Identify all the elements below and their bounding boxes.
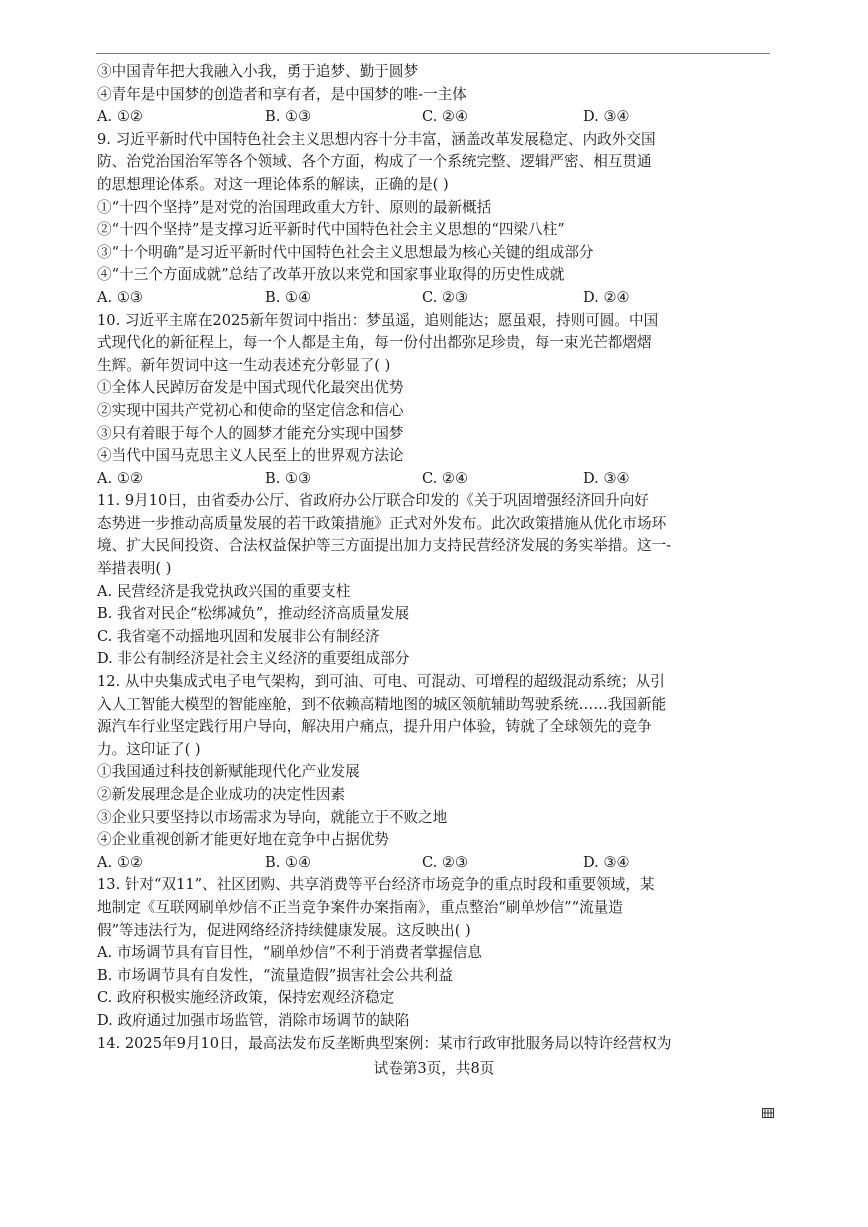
text-line: 生辉。新年贺词中这一生动表述充分彰显了( ) — [97, 356, 391, 374]
option-c: C. 政府积极实施经济政策，保持宏观经济稳定 — [97, 989, 395, 1007]
text-line: ④青年是中国梦的创造者和享有者，是中国梦的唯-一主体 — [97, 85, 467, 103]
exam-page-body — [97, 61, 771, 1055]
page-footer: 试卷第3页，共8页 — [373, 1060, 495, 1077]
question-9-stem: 9. 习近平新时代中国特色社会主义思想内容十分丰富，涵盖改革发展稳定、内政外交国 — [97, 130, 656, 148]
text-line: 入人工智能大模型的智能座舱，到不依赖高精地图的城区领航辅助驾驶系统……我国新能 — [97, 695, 667, 713]
option-a: A. 民营经济是我党执政兴国的重要支柱 — [97, 582, 351, 600]
text-line: 境、扩大民间投资、合法权益保护等三方面提出加力支持民营经济发展的务实举措。这一- — [97, 537, 672, 555]
choice-b: B. ①③ — [265, 108, 312, 126]
option-item: ①全体人民踔厉奋发是中国式现代化最突出优势 — [97, 379, 404, 397]
option-item: ③“十个明确”是习近平新时代中国特色社会主义思想最为核心关键的组成部分 — [97, 243, 594, 261]
choice-d: D. ③④ — [583, 853, 630, 871]
option-item: ④企业重视创新才能更好地在竞争中占据优势 — [97, 831, 389, 849]
answer-choices — [97, 852, 771, 875]
choice-c: C. ②③ — [422, 853, 469, 871]
option-item: ③只有着眼于每个人的圆梦才能充分实现中国梦 — [97, 424, 404, 442]
question-11-stem: 11. 9月10日，由省委办公厅、省政府办公厅联合印发的《关于巩固增强经济回升向好 — [97, 492, 649, 510]
text-line: 防、治党治国治军等各个领域、各个方面，构成了一个系统完整、逻辑严密、相互贯通 — [97, 153, 652, 171]
choice-d: D. ③④ — [583, 108, 630, 126]
choice-b: B. ①③ — [265, 469, 312, 487]
question-13-stem: 13. 针对“双11”、社区团购、共享消费等平台经济市场竞争的重点时段和重要领域，某 — [97, 876, 655, 894]
option-d: D. 非公有制经济是社会主义经济的重要组成部分 — [97, 650, 410, 668]
corner-mark-icon — [762, 1108, 774, 1118]
text-line: 力。这印证了( ) — [97, 740, 201, 758]
question-14-stem: 14. 2025年9月10日，最高法发布反垄断典型案例：某市行政审批服务局以特许经营权为 — [97, 1034, 672, 1052]
option-d: D. 政府通过加强市场监管，消除市场调节的缺陷 — [97, 1011, 410, 1029]
option-item: ①我国通过科技创新赋能现代化产业发展 — [97, 763, 360, 781]
option-b: B. 市场调节具有自发性，“流量造假”损害社会公共利益 — [97, 966, 453, 984]
header-rule — [96, 53, 770, 54]
answer-choices — [97, 468, 771, 491]
choice-b: B. ①④ — [265, 288, 312, 306]
text-line: 式现代化的新征程上，每一个人都是主角，每一份付出都弥足珍贵，每一束光芒都熠熠 — [97, 334, 652, 352]
question-12-stem: 12. 从中央集成式电子电气架构，到可油、可电、可混动、可增程的超级混动系统；从引 — [97, 673, 665, 691]
choice-a: A. ①② — [97, 108, 143, 126]
choice-c: C. ②④ — [422, 108, 469, 126]
choice-a: A. ①② — [97, 853, 143, 871]
option-a: A. 市场调节具有盲目性，“刷单炒信”不利于消费者掌握信息 — [97, 944, 482, 962]
text-line: 假”等违法行为，促进网络经济持续健康发展。这反映出( ) — [97, 921, 471, 939]
option-c: C. 我省毫不动摇地巩固和发展非公有制经济 — [97, 627, 380, 645]
choice-b: B. ①④ — [265, 853, 312, 871]
option-item: ②实现中国共产党初心和使命的坚定信念和信心 — [97, 401, 404, 419]
text-line: 举措表明( ) — [97, 560, 172, 578]
text-line: ③中国青年把大我融入小我，勇于追梦、勤于圆梦 — [97, 63, 419, 80]
choice-a: A. ①② — [97, 469, 143, 487]
option-item: ④当代中国马克思主义人民至上的世界观方法论 — [97, 447, 404, 465]
choice-d: D. ③④ — [583, 469, 630, 487]
text-line: 的思想理论体系。对这一理论体系的解读，正确的是( ) — [97, 175, 449, 193]
choice-c: C. ②③ — [422, 288, 469, 306]
option-b: B. 我省对民企“松绑减负”，推动经济高质量发展 — [97, 605, 410, 623]
answer-choices — [97, 287, 771, 310]
choice-a: A. ①③ — [97, 288, 143, 306]
option-item: ①“十四个坚持”是对党的治国理政重大方针、原则的最新概括 — [97, 198, 492, 216]
option-item: ③企业只要坚持以市场需求为导向，就能立于不败之地 — [97, 808, 448, 826]
choice-d: D. ②④ — [583, 288, 630, 306]
option-item: ④“十三个方面成就”总结了改革开放以来党和国家事业取得的历史性成就 — [97, 266, 565, 284]
text-line: 源汽车行业坚定践行用户导向，解决用户痛点，提升用户体验，铸就了全球领先的竞争 — [97, 718, 652, 736]
choice-c: C. ②④ — [422, 469, 469, 487]
option-item: ②“十四个坚持”是支撑习近平新时代中国特色社会主义思想的“四梁八柱” — [97, 221, 565, 239]
answer-choices — [97, 106, 771, 129]
option-item: ②新发展理念是企业成功的决定性因素 — [97, 786, 346, 803]
text-line: 地制定《互联网刷单炒信不正当竞争案件办案指南》，重点整治“刷单炒信”“流量造 — [97, 898, 623, 916]
question-10-stem: 10. 习近平主席在2025新年贺词中指出：梦虽遥，追则能达；愿虽艰，持则可圆。中国 — [97, 311, 659, 329]
text-line: 态势进一步推动高质量发展的若干政策措施》正式对外发布。此次政策措施从优化市场环 — [97, 514, 667, 532]
